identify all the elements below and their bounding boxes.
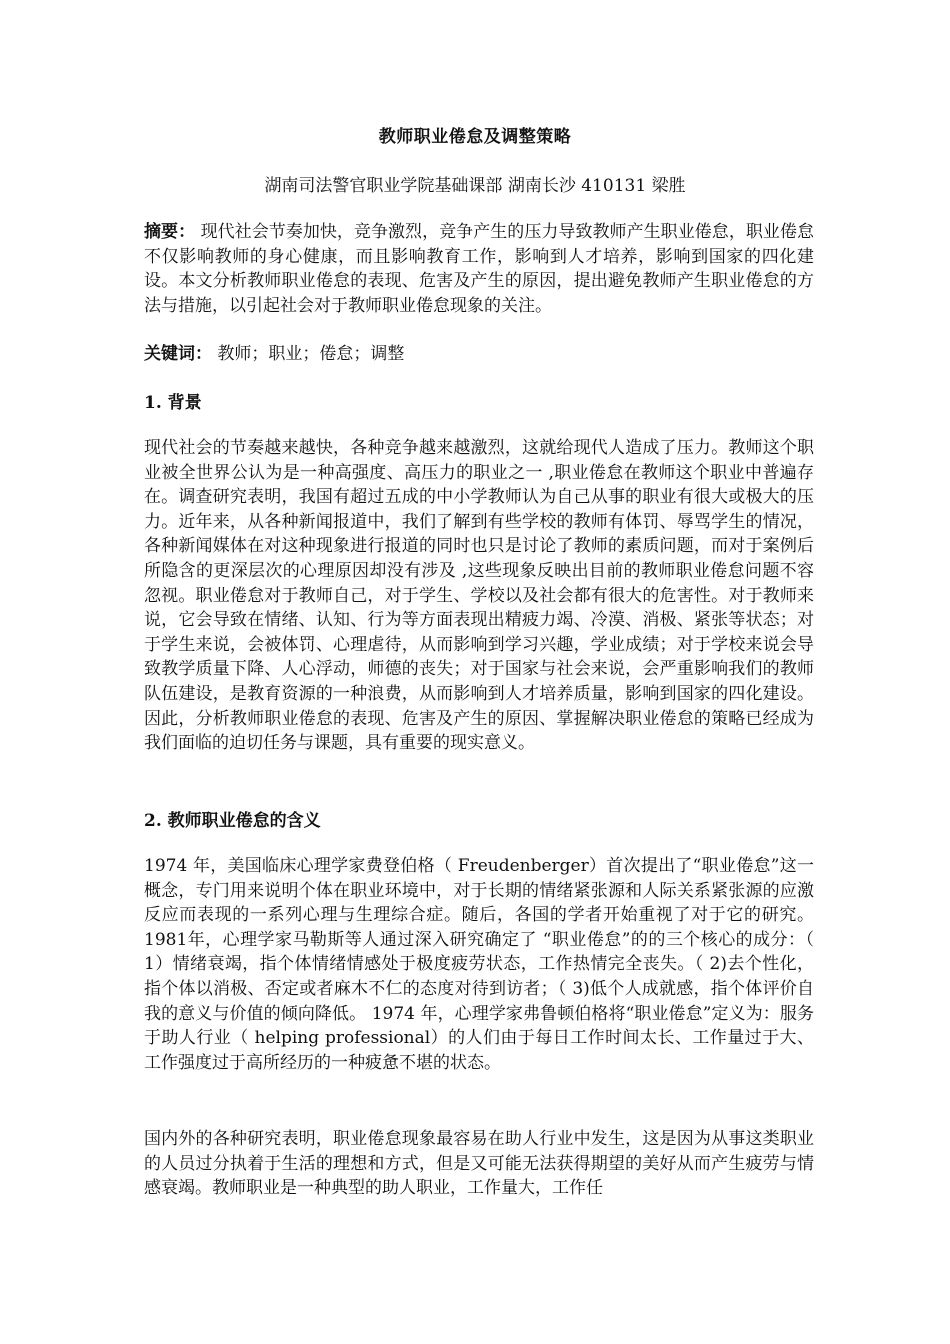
keywords-text: 教师；职业；倦怠；调整 — [212, 344, 405, 364]
abstract-label: 摘要： — [144, 222, 196, 242]
keywords-label: 关键词： — [144, 344, 212, 364]
keywords-line — [144, 342, 814, 367]
section-1-heading: 1. 背景 — [144, 393, 202, 413]
section-1-paragraph: 现代社会的节奏越来越快，各种竞争越来越激烈，这就给现代人造成了压力。教师这个职业被全世界公认为是一种高强度、高压力的职业之一 ,职业倦怠在教师这个职业中普遍存在。调查研究表明，我国有超过五成的中小学教师认为自己从事的职业有很大或极大的压力。近年来，从各种新闻报道中，我们了解到有些学校的教师有体罚、辱骂学生的情况，各种新闻媒体在对这种现象进行报道的同时也只是讨论了教师的素质问题，而对于案例后所隐含的更深层次的心理原因却没有涉及 ,这些现象反映出目前的教师职业倦怠问题不容忽视。职业倦怠对于教师自己，对于学生、学校以及社会都有很大的危害性。对于教师来说，它会导致在情绪、认知、行为等方面表现出精疲力竭、冷漠、消极、紧张等状态；对于学生来说，会被体罚、心理虐待，从而影响到学习兴趣，学业成绩；对于学校来说会导致教学质量下降、人心浮动，师德的丧失；对于国家与社会来说，会严重影响我们的教师队伍建设，是教育资源的一种浪费，从而影响到人才培养质量，影响到国家的四化建设。因此，分析教师职业倦怠的表现、危害及产生的原因、掌握解决职业倦怠的策略已经成为我们面临的迫切任务与课题，具有重要的现实意义。 — [144, 438, 814, 754]
section-2-heading: 2. 教师职业倦怠的含义 — [144, 811, 321, 831]
abstract-paragraph — [144, 220, 814, 318]
section-2-paragraph: 1974 年，美国临床心理学家费登伯格（ Freudenberger）首次提出了“职业倦怠”这一概念，专门用来说明个体在职业环境中，对于长期的情绪紧张源和人际关系紧张源的应激反应而表现的一系列心理与生理综合症。随后，各国的学者开始重视了对于它的研究。 1981年，心理学家马勒斯等人通过深入研究确定了 “职业倦怠”的的三个核心的成分：（ 1）情绪衰竭，指个体情绪情感处于极度疲劳状态，工作热情完全丧失。（ 2)去个性化，指个体以消极、否定或者麻木不仁的态度对待到访者；（ 3)低个人成就感，指个体评价自我的意义与价值的倾向降低。 1974 年，心理学家弗鲁顿伯格将“职业倦怠”定义为：服务于助人行业（ helping professional）的人们由于每日工作时间太长、工作量过于大、工作强度过于高所经历的一种疲惫不堪的状态。 — [144, 856, 814, 1073]
author-affiliation: 湖南司法警官职业学院基础课部 湖南长沙 410131 梁胜 — [264, 176, 686, 196]
abstract-text: 现代社会节奏加快，竞争激烈，竞争产生的压力导致教师产生职业倦怠，职业倦怠不仅影响教师的身心健康，而且影响教育工作，影响到人才培养，影响到国家的四化建设。本文分析教师职业倦怠的表现、危害及产生的原因，提出避免教师产生职业倦怠的方法与措施，以引起社会对于教师职业倦怠现象的关注。 — [144, 222, 814, 316]
section-2-paragraph-2: 国内外的各种研究表明，职业倦怠现象最容易在助人行业中发生，这是因为从事这类职业的人员过分执着于生活的理想和方式，但是又可能无法获得期望的美好从而产生疲劳与情感衰竭。教师职业是一种典型的助人职业，工作量大，工作任 — [144, 1129, 814, 1199]
document-title: 教师职业倦怠及调整策略 — [378, 127, 572, 147]
